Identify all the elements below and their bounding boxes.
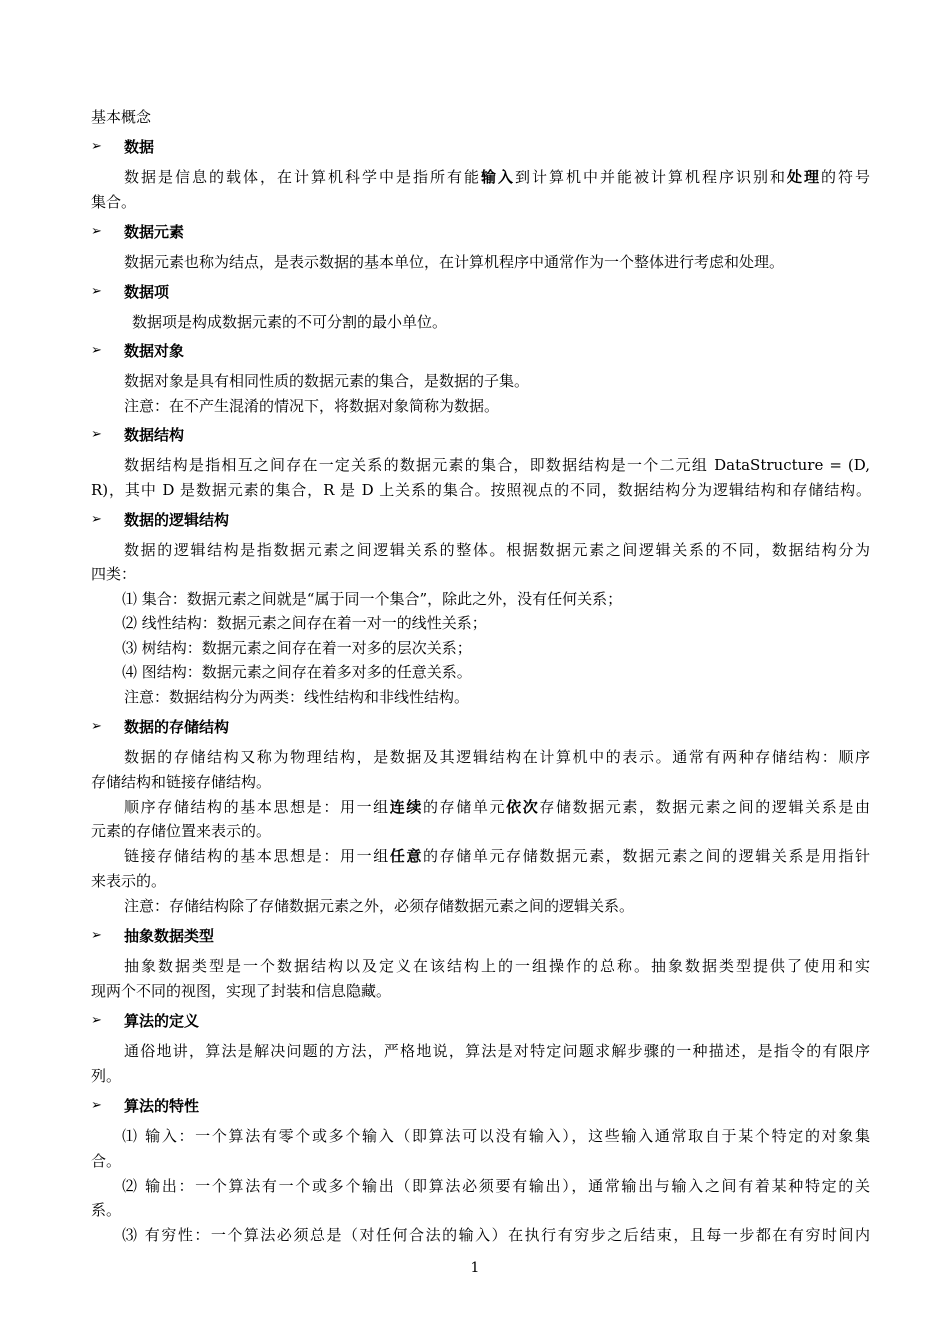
bullet-arrow-icon: ➢ <box>91 512 102 527</box>
list-item: ⑴ 集合：数据元素之间就是“属于同一个集合”，除此之外，没有任何关系； <box>122 590 623 608</box>
paragraph-line: 链接存储结构的基本思想是：用一组任意的存储单元存储数据元素，数据元素之间的逻辑关系是用指针 <box>124 847 870 865</box>
list-item: ⑴ 输入：一个算法有零个或多个输入（即算法可以没有输入），这些输入通常取自于某个特定的对象集 <box>122 1127 870 1145</box>
section-heading: 数据的逻辑结构 <box>124 511 230 529</box>
note-line: 注意：存储结构除了存储数据元素之外，必须存储数据元素之间的逻辑关系。 <box>124 897 635 915</box>
paragraph-line: 数据对象是具有相同性质的数据元素的集合，是数据的子集。 <box>124 372 530 390</box>
section-heading: 数据结构 <box>124 426 185 444</box>
paragraph-line: R)，其中 D 是数据元素的集合，R 是 D 上关系的集合。按照视点的不同，数据结构分为逻辑结构和存储结构。 <box>91 481 871 499</box>
list-item: ⑵ 输出：一个算法有一个或多个输出（即算法必须要有输出），通常输出与输入之间有着某种特定的关 <box>122 1177 870 1195</box>
paragraph-line: 抽象数据类型是一个数据结构以及定义在该结构上的一组操作的总称。抽象数据类型提供了使用和实 <box>124 957 870 975</box>
list-item: ⑶ 有穷性：一个算法必须总是（对任何合法的输入）在执行有穷步之后结束，且每一步都在有穷时间内 <box>122 1226 870 1244</box>
paragraph-line: 现两个不同的视图，实现了封装和信息隐藏。 <box>91 982 392 1000</box>
paragraph-line: 数据元素也称为结点，是表示数据的基本单位，在计算机程序中通常作为一个整体进行考虑和处理。 <box>124 253 785 271</box>
paragraph-line: 数据的逻辑结构是指数据元素之间逻辑关系的整体。根据数据元素之间逻辑关系的不同，数据结构分为 <box>124 541 870 559</box>
note-line: 注意：数据结构分为两类：线性结构和非线性结构。 <box>124 688 470 706</box>
paragraph-line: 数据是信息的载体，在计算机科学中是指所有能输入到计算机中并能被计算机程序识别和处理的符号 <box>124 168 870 186</box>
paragraph-line: 数据项是构成数据元素的不可分割的最小单位。 <box>132 313 448 331</box>
section-heading: 抽象数据类型 <box>124 927 215 945</box>
paragraph-line: 存储结构和链接存储结构。 <box>91 773 272 791</box>
section-heading: 数据 <box>124 138 155 156</box>
paragraph-line: 集合。 <box>91 193 137 211</box>
paragraph-line: 四类： <box>91 565 137 583</box>
section-heading: 算法的特性 <box>124 1097 200 1115</box>
section-heading: 数据项 <box>124 283 170 301</box>
paragraph-line: 通俗地讲，算法是解决问题的方法，严格地说，算法是对特定问题求解步骤的一种描述，是指令的有限序 <box>124 1042 870 1060</box>
paragraph-line: 数据结构是指相互之间存在一定关系的数据元素的集合，即数据结构是一个二元组 DataStructure = (D, <box>124 456 870 474</box>
page-number: 1 <box>470 1260 480 1276</box>
section-heading: 数据元素 <box>124 223 185 241</box>
bullet-arrow-icon: ➢ <box>91 719 102 734</box>
paragraph-line: 列。 <box>91 1067 122 1085</box>
section-heading: 算法的定义 <box>124 1012 200 1030</box>
bullet-arrow-icon: ➢ <box>91 427 102 442</box>
bullet-arrow-icon: ➢ <box>91 284 102 299</box>
bullet-arrow-icon: ➢ <box>91 1013 102 1028</box>
list-item: ⑷ 图结构：数据元素之间存在着多对多的任意关系。 <box>122 663 472 681</box>
paragraph-line: 元素的存储位置来表示的。 <box>91 822 272 840</box>
note-line: 注意：在不产生混淆的情况下，将数据对象简称为数据。 <box>124 397 500 415</box>
paragraph-line: 来表示的。 <box>91 872 167 890</box>
paragraph-line: 数据的存储结构又称为物理结构，是数据及其逻辑结构在计算机中的表示。通常有两种存储结构：顺序 <box>124 748 870 766</box>
bullet-arrow-icon: ➢ <box>91 139 102 154</box>
paragraph-line: 顺序存储结构的基本思想是：用一组连续的存储单元依次存储数据元素，数据元素之间的逻辑关系是由 <box>124 798 870 816</box>
list-item: ⑶ 树结构：数据元素之间存在着一对多的层次关系； <box>122 639 472 657</box>
bullet-arrow-icon: ➢ <box>91 343 102 358</box>
paragraph-line: 系。 <box>91 1201 122 1219</box>
list-item: ⑵ 线性结构：数据元素之间存在着一对一的线性关系； <box>122 614 487 632</box>
bullet-arrow-icon: ➢ <box>91 224 102 239</box>
bullet-arrow-icon: ➢ <box>91 1098 102 1113</box>
bullet-arrow-icon: ➢ <box>91 928 102 943</box>
section-heading: 数据的存储结构 <box>124 718 230 736</box>
doc-title: 基本概念 <box>91 108 152 126</box>
paragraph-line: 合。 <box>91 1152 122 1170</box>
section-heading: 数据对象 <box>124 342 185 360</box>
